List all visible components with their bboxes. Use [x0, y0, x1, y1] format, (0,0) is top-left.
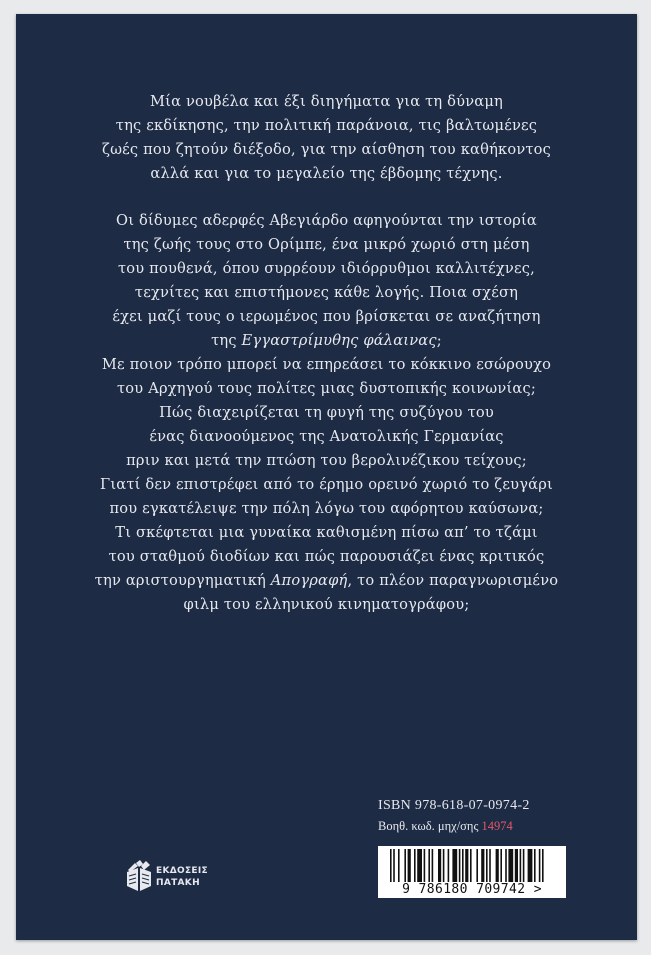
isbn-line: ISBN 978-618-07-0974-2: [378, 798, 530, 813]
text: την αριστουργηματική: [94, 572, 271, 589]
blurb-line: πριν και μετά την πτώση του βερολινέζικου τείχους;: [126, 452, 527, 469]
blurb-line: έχει μαζί τους ο ιερωμένος που βρίσκεται σε αναζήτηση: [112, 308, 541, 325]
isbn-block: [378, 796, 578, 836]
blurb: [16, 90, 637, 617]
barcode-digits: 9 786180 709742 >: [378, 882, 566, 898]
publisher-logo: [124, 860, 234, 900]
text: της: [211, 332, 242, 349]
blurb-line: του σταθμού διοδίων και πώς παρουσιάζει ένας κριτικός: [108, 548, 545, 565]
publisher-name: [156, 865, 208, 889]
blurb-line: Μία νουβέλα και έξι διηγήματα για τη δύναμη: [150, 93, 503, 110]
blurb-paragraph-1: [16, 90, 637, 186]
publisher-name-line-2: ΠΑΤΑΚΗ: [156, 878, 200, 888]
blurb-line: τεχνίτες και επιστήμονες κάθε λογής. Ποια σχέση: [134, 284, 519, 301]
film-title-italic: Απογραφή: [270, 572, 348, 589]
blurb-line: Με ποιον τρόπο μπορεί να επηρεάσει το κόκκινο εσώρουχο: [101, 356, 552, 373]
text: ;: [436, 332, 442, 349]
blurb-line: Τι σκέφτεται μια γυναίκα καθισμένη πίσω απ’ το τζάμι: [115, 524, 538, 541]
blurb-line: ζωές που ζητούν διέξοδο, για την αίσθηση του καθήκοντος: [101, 141, 552, 158]
aux-code-line: [378, 816, 578, 836]
blurb-line: Πώς διαχειρίζεται τη φυγή της συζύγου του: [159, 404, 494, 421]
blurb-line: της ζωής τους στο Ορίμπε, ένα μικρό χωριό στη μέση: [123, 236, 530, 253]
aux-code-label: Βοηθ. κωδ. μηχ/σης: [378, 819, 482, 833]
blurb-line-with-title: [16, 329, 637, 353]
aux-code-number: 14974: [481, 819, 513, 833]
book-back-cover: [16, 14, 637, 940]
blurb-line-with-title: [16, 569, 637, 593]
blurb-line: της εκδίκησης, την πολιτική παράνοια, τις βαλτωμένες: [115, 117, 538, 134]
blurb-line: του Αρχηγού τους πολίτες μιας δυστοπικής κοινωνίας;: [117, 380, 536, 397]
publisher-name-line-1: ΕΚΔΟΣΕΙΣ: [156, 866, 208, 876]
blurb-line: αλλά και για το μεγαλείο της έβδομης τέχνης.: [150, 165, 503, 182]
blurb-line: φιλμ του ελληνικού κινηματογράφου;: [183, 596, 470, 613]
blurb-line: Γιατί δεν επιστρέφει από το έρημο ορεινό χωριό το ζευγάρι: [100, 476, 553, 493]
barcode: [378, 846, 566, 898]
text: , το πλέον παραγνωρισμένο: [347, 572, 559, 589]
publisher-logo-icon: [124, 860, 154, 894]
blurb-line: ένας διανοούμενος της Ανατολικής Γερμανίας: [149, 428, 504, 445]
blurb-paragraph-2: [16, 209, 637, 617]
book-title-italic: Εγγαστρίμυθης φάλαινας: [241, 332, 437, 349]
blurb-line: που εγκατέλειψε την πόλη λόγω του αφόρητου καύσωνα;: [109, 500, 544, 517]
paragraph-gap: [16, 186, 637, 209]
blurb-line: Οι δίδυμες αδερφές Αβεγιάρδο αφηγούνται την ιστορία: [116, 212, 537, 229]
blurb-line: του πουθενά, όπου συρρέουν ιδιόρρυθμοι καλλιτέχνες,: [118, 260, 535, 277]
